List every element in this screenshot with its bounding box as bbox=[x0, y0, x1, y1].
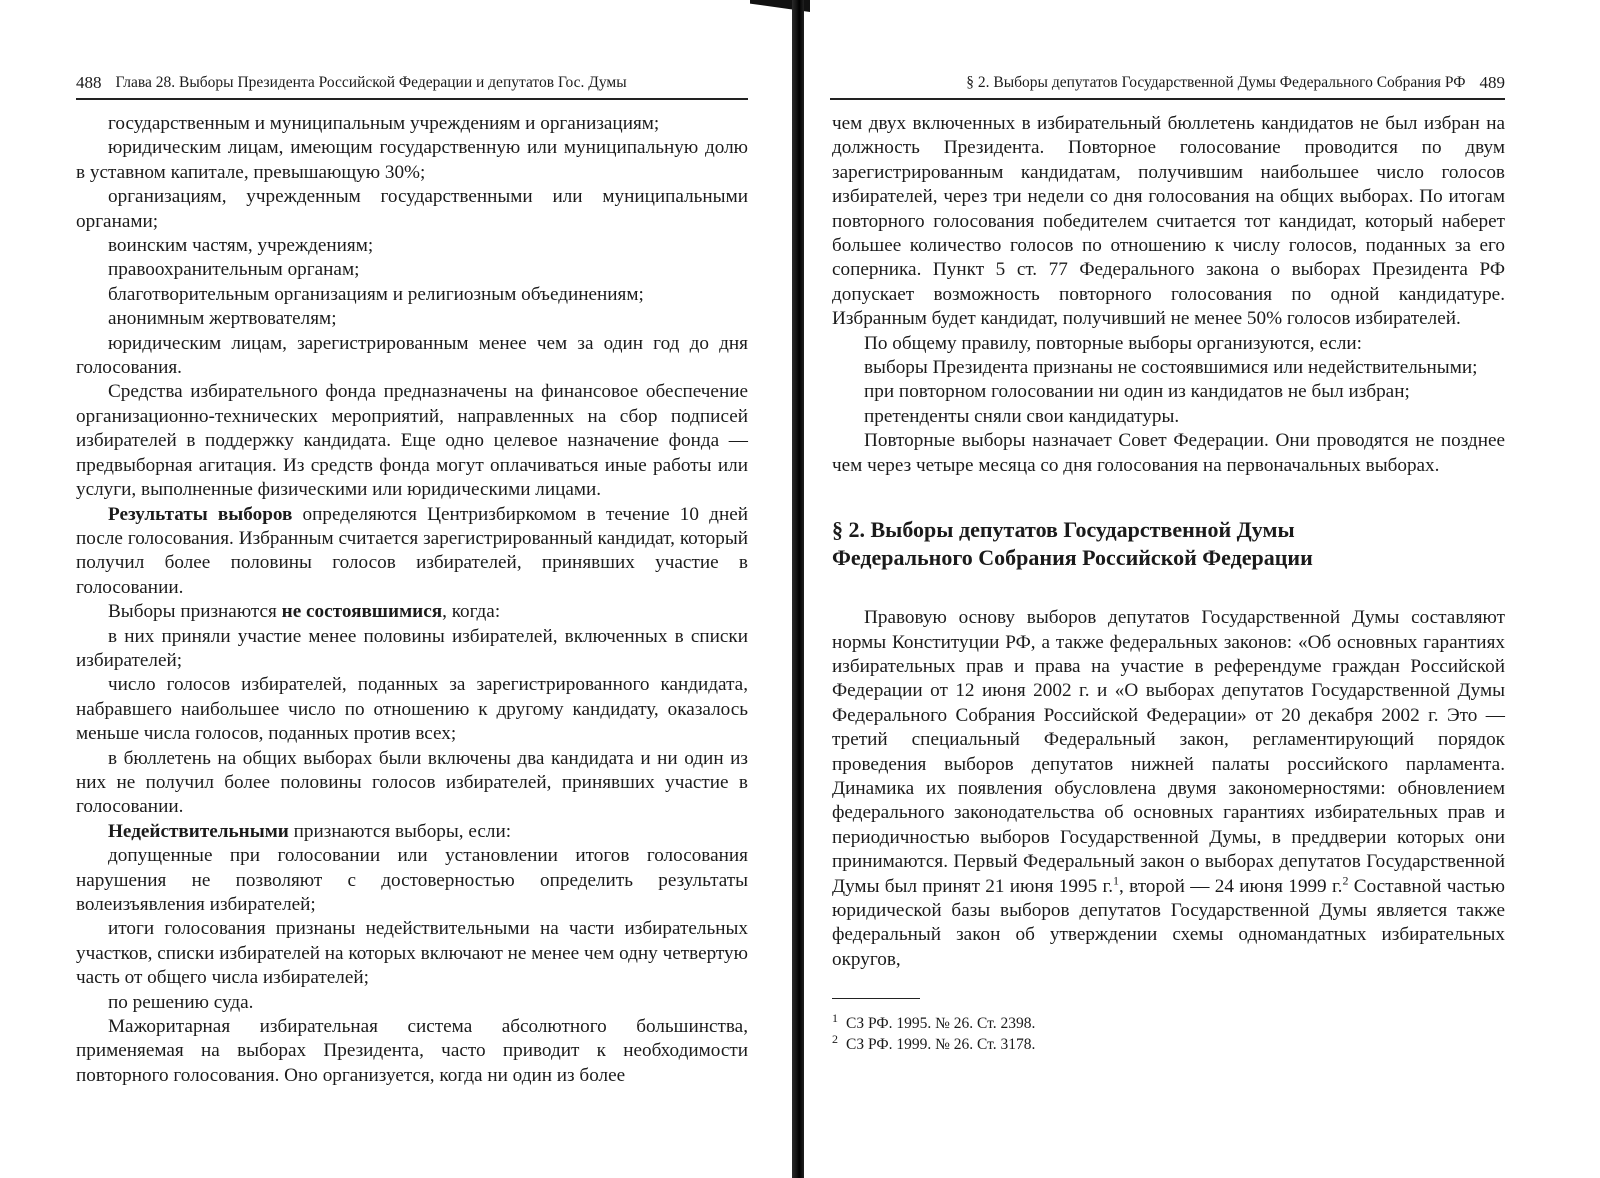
left-running-head bbox=[76, 64, 748, 100]
paragraph-text: правоохранительным органам; bbox=[108, 259, 360, 281]
paragraph-text: допущенные при голосовании или установлении итогов голосования нарушения не позволяют с достоверностью определить результаты волеизъявления избирателей; bbox=[76, 845, 748, 915]
paragraph bbox=[832, 332, 1505, 356]
paragraph bbox=[832, 405, 1505, 429]
left-page-number: 488 bbox=[76, 73, 102, 92]
footnote-mark: 1 bbox=[832, 1011, 838, 1026]
paragraph bbox=[76, 917, 748, 990]
paragraph bbox=[76, 820, 748, 844]
section-heading bbox=[832, 516, 1505, 572]
paragraph-text: Средства избирательного фонда предназначены на финансовое обеспечение организационно-технических мероприятий, направленных на сбор подписей избирателей в поддержку кандидата. Еще одно целевое назначение фонда — предвыборная агитация. Из средств фонда могут оплачиваться иные работы или услуги, выполненные физическими или юридическими лицами. bbox=[76, 381, 748, 501]
footnotes bbox=[832, 1013, 1505, 1055]
right-page bbox=[810, 0, 1600, 1178]
footnote-ref-1[interactable]: 1 bbox=[1113, 873, 1120, 888]
paragraph-text: Повторные выборы назначает Совет Федерации. Они проводятся не позднее чем через четыре месяца со дня голосования на первоначальных выборах. bbox=[832, 430, 1505, 476]
left-running-title: Глава 28. Выборы Президента Российской Федерации и депутатов Гос. Думы bbox=[115, 74, 627, 91]
right-running-title: § 2. Выборы депутатов Государственной Думы Федерального Собрания РФ bbox=[966, 74, 1466, 91]
footnote-ref-2[interactable]: 2 bbox=[1342, 873, 1349, 888]
section-heading-line2: Федерального Собрания Российской Федерации bbox=[832, 545, 1313, 571]
paragraph-text: анонимным жертвователям; bbox=[108, 308, 337, 330]
book-gutter bbox=[792, 0, 804, 1178]
section-paragraph bbox=[832, 606, 1505, 972]
paragraph bbox=[76, 185, 748, 234]
left-page bbox=[0, 0, 790, 1178]
paragraph bbox=[76, 283, 748, 307]
bold-term: Недействительными bbox=[108, 820, 289, 842]
paragraph bbox=[76, 307, 748, 331]
paragraph bbox=[832, 429, 1505, 478]
paragraph bbox=[76, 136, 748, 185]
paragraph bbox=[76, 991, 748, 1015]
paragraph bbox=[832, 380, 1505, 404]
footnote-divider bbox=[832, 998, 920, 999]
right-body-text bbox=[832, 112, 1505, 1055]
paragraph bbox=[76, 1015, 748, 1088]
section-paragraph-part3: Составной частью юридической базы выборов депутатов Государственной Думы является также федеральный закон об утверждении схемы одномандатных избирательных округов, bbox=[832, 875, 1505, 970]
paragraph bbox=[76, 332, 748, 381]
paragraph-text: По общему правилу, повторные выборы организуются, если: bbox=[864, 332, 1363, 354]
paragraph-text: юридическим лицам, зарегистрированным менее чем за один год до дня голосования. bbox=[76, 332, 748, 379]
paragraph-text: претенденты сняли свои кандидатуры. bbox=[864, 405, 1180, 427]
bold-term: не состоявшимися bbox=[281, 601, 443, 623]
section-paragraph-part1: Правовую основу выборов депутатов Государственной Думы составляют нормы Конституции РФ, а также федеральных законов: «Об основных гарантиях избирательных прав и права на участие в референдуме граждан Российской Федерации от 12 июня 2002 г. и «О выборах депутатов Государственной Думы Федерального Собрания Российской Федерации» от 20 декабря 2002 г. Это — третий специальный Федеральный закон, регламентирующий порядок проведения выборов депутатов нижней палаты российского парламента. Динамика их появления обусловлена двумя закономерностями: обновлением федерального законодательства об основных гарантиях избирательных прав и периодичностью выборов Государственной Думы, в преддверии которых они принимаются. Первый Федеральный закон о выборах депутатов Государственной Думы был принят 21 июня 1995 г. bbox=[832, 607, 1505, 897]
right-paragraphs-before bbox=[832, 112, 1505, 478]
paragraph bbox=[76, 258, 748, 282]
paragraph-text: определяются Центризбиркомом в течение 10 дней после голосования. Избранным считается зарегистрированный кандидат, который получил более половины голосов избирателей, принявших участие в голосовании. bbox=[76, 503, 748, 598]
right-running-head bbox=[830, 64, 1505, 100]
paragraph-text: благотворительным организациям и религиозным объединениям; bbox=[108, 283, 644, 305]
paragraph bbox=[76, 844, 748, 917]
paragraph-text: в бюллетень на общих выборах были включены два кандидата и ни один из них не получил более половины голосов избирателей, принявших участие в голосовании. bbox=[76, 747, 748, 818]
paragraph-text: при повторном голосовании ни один из кандидатов не был избран; bbox=[864, 381, 1410, 403]
paragraph-text: воинским частям, учреждениям; bbox=[108, 235, 374, 257]
paragraph-text: выборы Президента признаны не состоявшимися или недействительными; bbox=[864, 357, 1478, 379]
footnote-item bbox=[832, 1034, 1505, 1055]
footnote-text: СЗ РФ. 1995. № 26. Ст. 2398. bbox=[846, 1015, 1036, 1033]
paragraph-text: государственным и муниципальным учреждениям и организациям; bbox=[108, 113, 660, 134]
left-body-text bbox=[76, 112, 748, 1088]
paragraph-text: признаются выборы, если: bbox=[288, 820, 512, 842]
paragraph bbox=[832, 356, 1505, 380]
paragraph-text: организациям, учрежденным государственными или муниципальными органами; bbox=[76, 186, 748, 232]
paragraph-text: в них приняли участие менее половины избирателей, включенных в списки избирателей; bbox=[76, 625, 748, 671]
paragraph bbox=[76, 112, 748, 136]
paragraph-text: юридическим лицам, имеющим государственную или муниципальную долю в уставном капитале, превышающую 30%; bbox=[76, 137, 748, 183]
paragraph bbox=[76, 673, 748, 746]
paragraph-text: по решению суда. bbox=[108, 991, 254, 1013]
paragraph bbox=[76, 234, 748, 258]
paragraph-text: итоги голосования признаны недействительными на части избирательных участков, списки избирателей на которых включают не менее чем одну четвертую часть от общего числа избирателей; bbox=[76, 918, 748, 989]
footnote-mark: 2 bbox=[832, 1032, 838, 1047]
paragraph bbox=[76, 747, 748, 820]
paragraph bbox=[832, 112, 1505, 332]
section-paragraph-part2: , второй — 24 июня 1999 г. bbox=[1119, 875, 1343, 897]
paragraph-text: число голосов избирателей, поданных за зарегистрированного кандидата, набравшего наибольшее число по отношению к другому кандидату, оказалось меньше числа голосов, поданных против всех; bbox=[76, 674, 748, 745]
section-heading-line1: § 2. Выборы депутатов Государственной Думы bbox=[832, 517, 1295, 543]
footnote-item bbox=[832, 1013, 1505, 1034]
paragraph bbox=[76, 625, 748, 674]
paragraph-text: , когда: bbox=[442, 601, 501, 623]
right-page-number: 489 bbox=[1479, 73, 1505, 92]
footnote-text: СЗ РФ. 1999. № 26. Ст. 3178. bbox=[846, 1036, 1036, 1054]
paragraph bbox=[76, 503, 748, 601]
paragraph bbox=[76, 600, 748, 624]
paragraph bbox=[76, 380, 748, 502]
bold-term: Результаты выборов bbox=[108, 503, 293, 525]
paragraph-text: Мажоритарная избирательная система абсолютного большинства, применяемая на выборах Президента, часто приводит к необходимости повторного голосования. Оно организуется, когда ни один из более bbox=[76, 1016, 748, 1086]
paragraph-text: чем двух включенных в избирательный бюллетень кандидатов не был избран на должность Президента. Повторное голосование проводится по двум зарегистрированным кандидатам, получившим наибольшее число голосов избирателей, через три недели со дня голосования на общих выборах. По итогам повторного голосования победителем считается тот кандидат, который наберет большее количество голосов по отношению к числу голосов, поданных за его соперника. Пункт 5 ст. 77 Федерального закона о выборах Президента РФ допускает возможность повторного голосования по одной кандидатуре. Избранным будет кандидат, получивший не менее 50% голосов избирателей. bbox=[832, 113, 1505, 330]
paragraph-prefix: Выборы признаются bbox=[108, 601, 282, 623]
